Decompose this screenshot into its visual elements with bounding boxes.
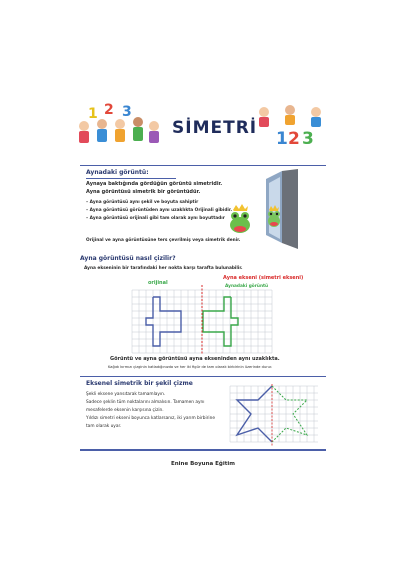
axis-line: Yıldızı simetri ekseni boyunca katlarsanız, iki yarım birbirine (86, 416, 215, 421)
axis-line: Şekli eksene yansıtarak tamamlayın. (86, 392, 166, 397)
page-title: SİMETRİ (172, 118, 258, 138)
how-subtext: Ayna ekseninin bir tarafındaki her nokta karşı tarafta bulunabilir. (84, 266, 243, 271)
svg-text:3: 3 (302, 129, 314, 148)
title-underline (86, 178, 176, 179)
footer-brand: Enine Boyuna Eğitim (171, 461, 235, 467)
mirror-section-title: Aynadaki görüntü: (86, 169, 149, 176)
mirror-bullet-text: Ayna görüntüsü aynı şekil ve boyuta sahiptir (89, 200, 199, 205)
mirror-footer: Orijinal ve ayna görüntüsüne ters çevrilmiş veya simetrik denir. (86, 238, 241, 243)
how-caption: Görüntü ve ayna görüntüsü ayna ekseninden aynı uzaklıkta. (110, 356, 280, 362)
mirror-bullet: – Ayna görüntüsü aynı şekil ve boyuta sahiptir (86, 200, 199, 205)
axis-section-title: Eksenel simetrik bir şekil çizme (86, 380, 193, 387)
how-heading: Ayna görüntüsü nasıl çizilir? (80, 255, 176, 262)
svg-text:2: 2 (288, 129, 300, 148)
label-mirror: Aynadaki görüntü (225, 284, 269, 289)
axis-section (80, 376, 326, 449)
axis-line: mesafelerde eksenin karşısına çizin. (86, 408, 164, 413)
axis-line: tam olarak uyar. (86, 424, 122, 429)
mirror-intro-1: Aynaya baktığında gördüğün görüntü simetridir. (86, 181, 223, 187)
symmetry-grid-figure (126, 285, 276, 355)
mirror-bullet-text: Ayna görüntüsü orijinali gibi tam olarak aynı boyuttadır (89, 216, 225, 221)
mirror-intro-2: Ayna görüntüsü simetrik bir görüntüdür. (86, 189, 201, 195)
svg-text:3: 3 (122, 104, 132, 120)
axis-line: Sadece şeklin tüm noktalarını almalısın. Tamamen aynı (86, 400, 205, 405)
how-note: Kağıdı kırmızı çizginin katladığınızda ve her iki figür de tam olarak birbirinin üzerinde durur. (108, 365, 273, 369)
mirror-bullet: – Ayna görüntüsü orijinali gibi tam olarak aynı boyuttadır (86, 216, 225, 221)
axis-section-border (80, 449, 326, 451)
svg-text:1: 1 (276, 129, 288, 148)
star-exercise-grid (228, 384, 320, 446)
label-axis: Ayna ekseni (simetri ekseni) (223, 275, 304, 281)
mirror-bullet-text: Ayna görüntüsü görüntüden aynı uzaklıkta Orijinali gibidir. (89, 208, 233, 213)
svg-text:1: 1 (88, 106, 98, 122)
kids-illustration-right (254, 100, 330, 148)
kids-illustration-left (74, 100, 164, 148)
label-original: orijinal (148, 280, 168, 286)
mirror-section (80, 165, 326, 252)
mirror-illustration (222, 169, 302, 249)
mirror-bullet: – Ayna görüntüsü görüntüden aynı uzaklıkta Orijinali gibidir. (86, 208, 233, 213)
svg-text:2: 2 (104, 102, 114, 118)
